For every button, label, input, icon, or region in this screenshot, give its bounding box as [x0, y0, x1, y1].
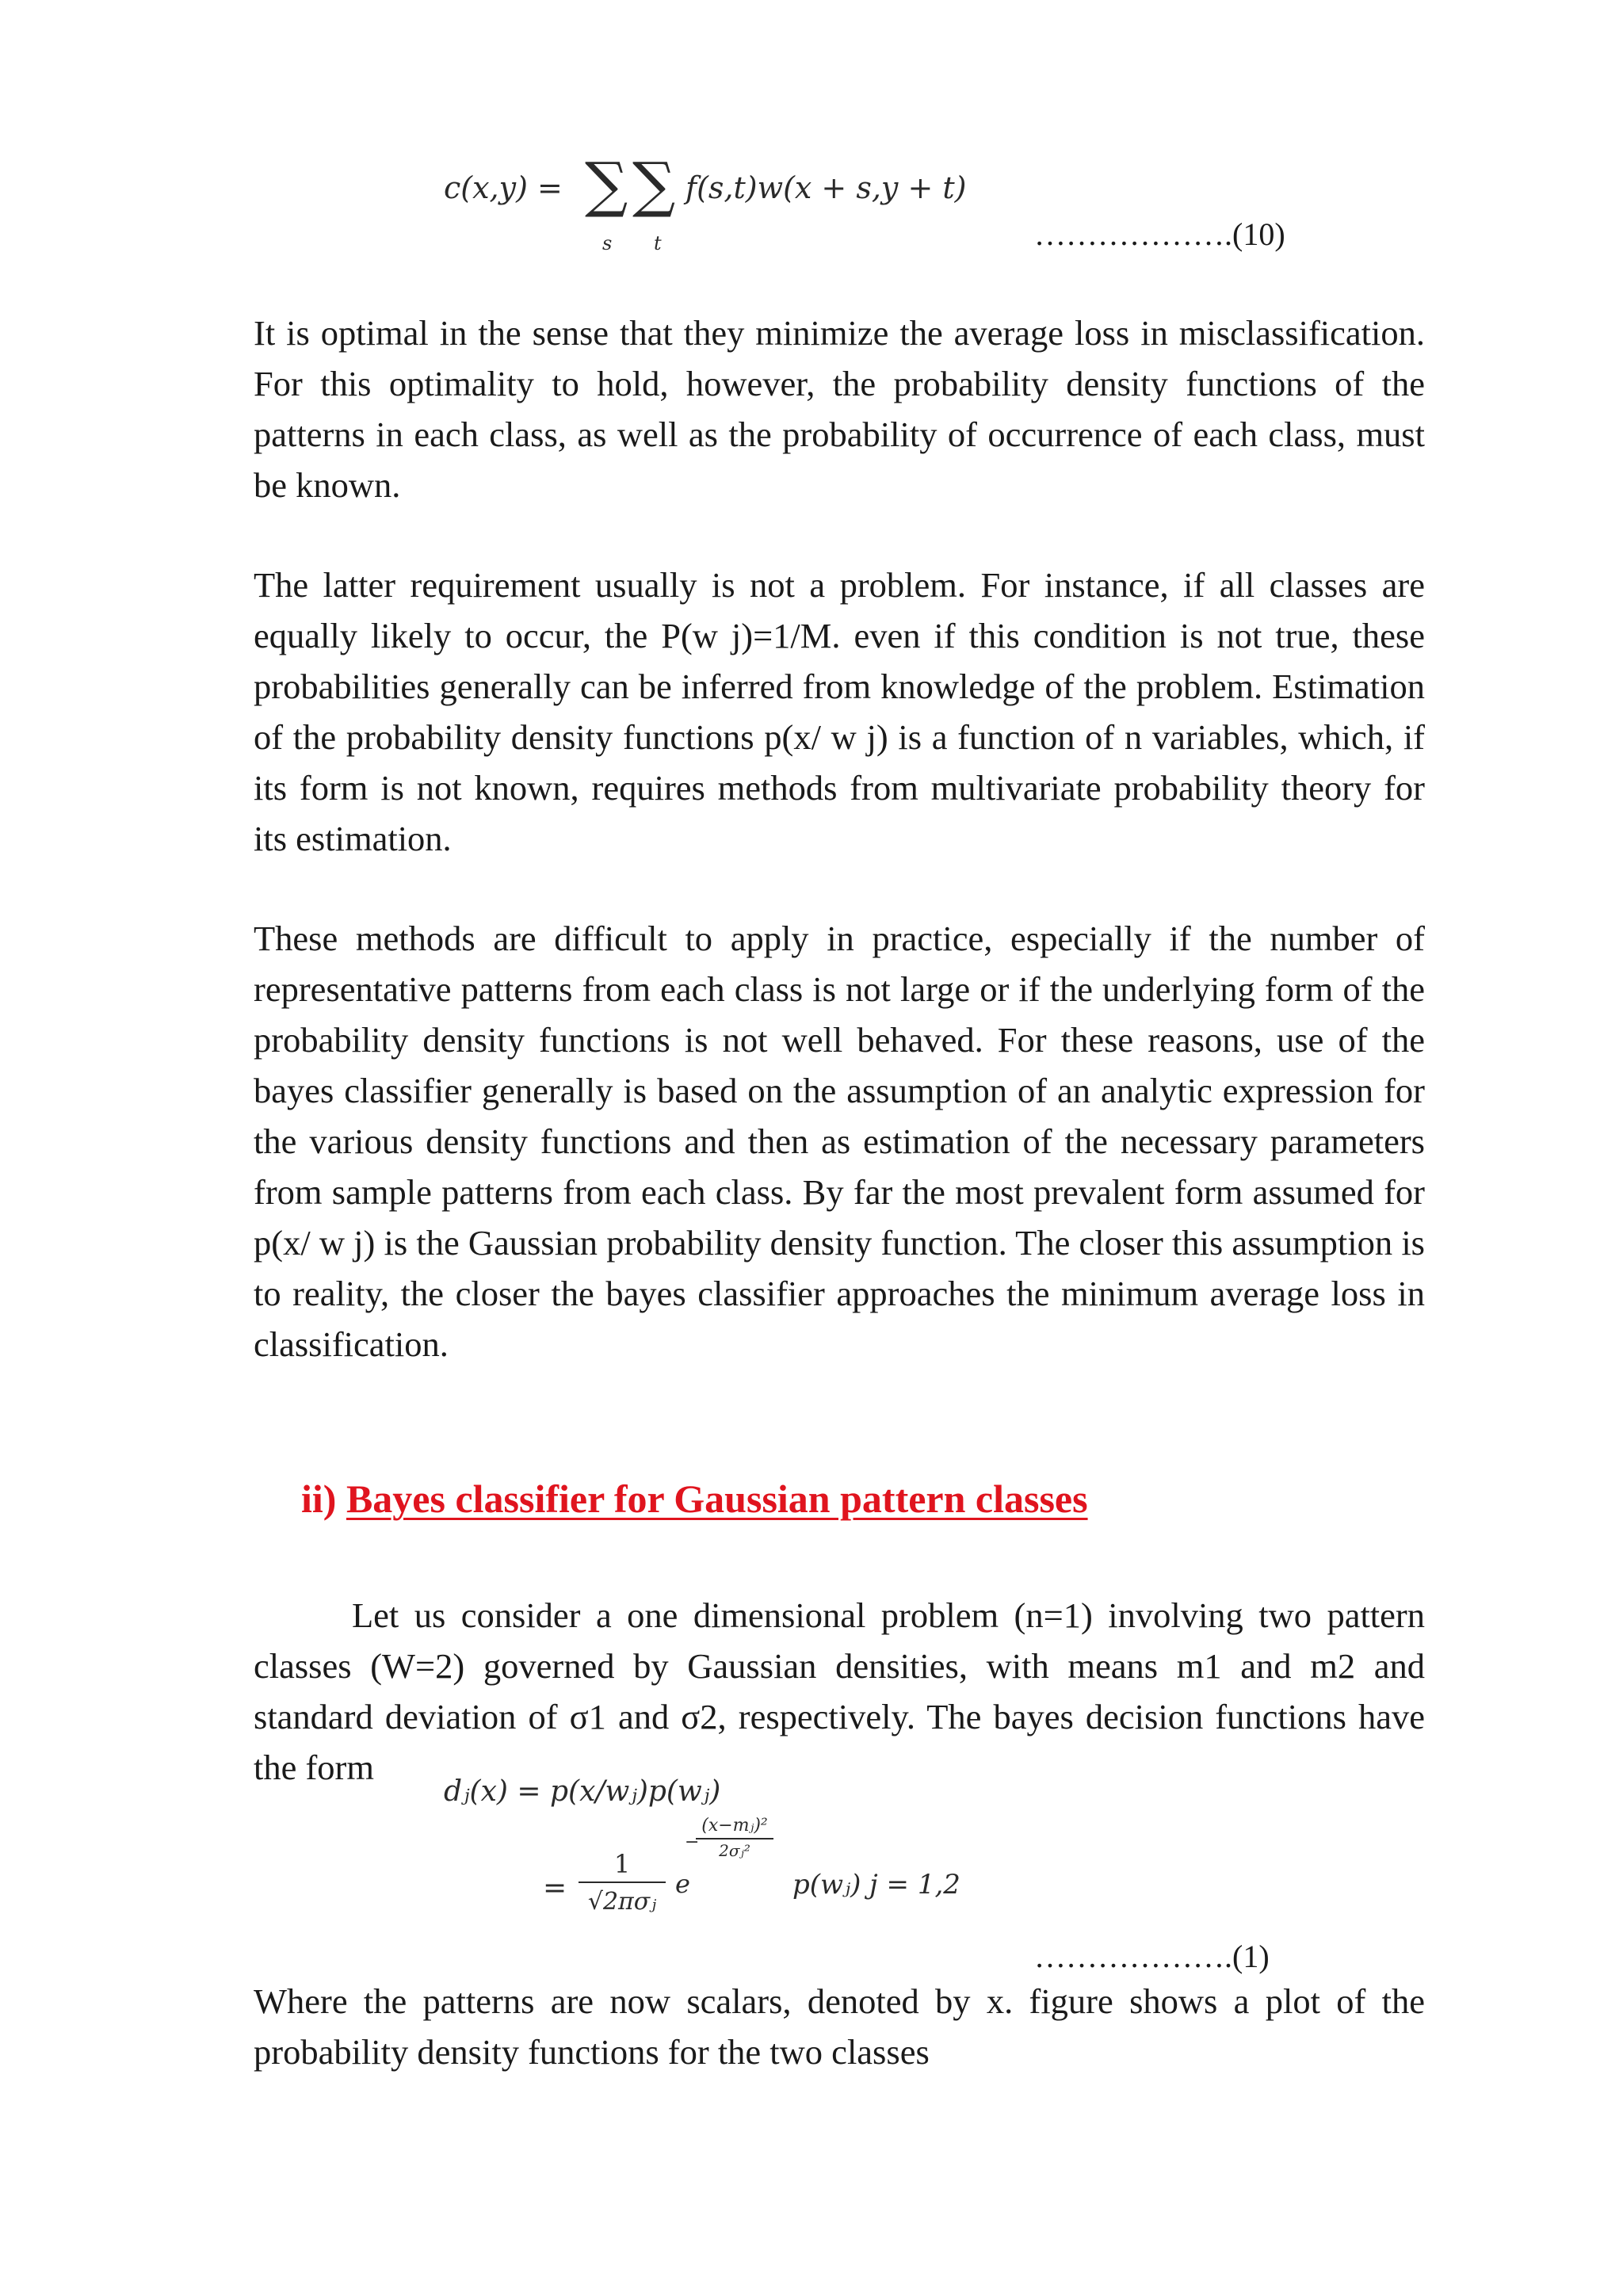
exponent-denominator: 2σⱼ²: [719, 1840, 750, 1860]
sum-symbol: ∑: [632, 149, 676, 220]
exponent-minus: −: [685, 1832, 700, 1852]
equation-line-1: dⱼ(x) = p(x/wⱼ)p(wⱼ): [444, 1775, 721, 1808]
equation-correlation: [444, 147, 999, 266]
section-heading: [301, 1476, 1088, 1522]
equation-number-10: ……………….(10): [1034, 216, 1285, 252]
equation-tail: p(wⱼ) j = 1,2: [792, 1869, 960, 1901]
exponent-numerator: (x−mⱼ)²: [701, 1816, 768, 1836]
paragraph-methods-difficult: These methods are difficult to apply in practice, especially if the number of representative patterns from each class is not large or if the underlying form of the probability density functions is not well behaved. For these reasons, use of the bayes classifier generally is based on the assumption of an analytic expression for the various density functions and then as estimation of the necessary parameters from sample patterns from each class. By far the most prevalent form assumed for p(x/ w j) is the Gaussian probability density function. The closer this assumption is to reality, the closer the bayes classifier approaches the minimum average loss in classification.: [254, 919, 1425, 1364]
fraction-denominator: √2πσⱼ: [587, 1888, 657, 1916]
equation-number-1: ……………….(1): [1034, 1939, 1270, 1974]
sum-index-t: t: [654, 232, 662, 254]
gaussian-fraction: [579, 1848, 666, 1920]
paragraph-scalars: Where the patterns are now scalars, denoted by x. figure shows a plot of the probability density functions for the two classes: [254, 1981, 1425, 2072]
heading-title: Bayes classifier for Gaussian pattern classes: [346, 1477, 1088, 1521]
paragraph-one-dimensional: Let us consider a one dimensional problem (n=1) involving two pattern classes (W=2) governed by Gaussian densities, with means m1 and m2 and standard deviation of σ1 and σ2, respectively. The bayes decision functions have the form: [254, 1595, 1425, 1787]
equation-lhs: c(x,y) =: [444, 170, 563, 205]
equation-rhs: f(s,t)w(x + s,y + t): [685, 170, 967, 205]
paragraph-latter-requirement: The latter requirement usually is not a problem. For instance, if all classes are equally likely to occur, the P(w j)=1/M. even if this condition is not true, these probabilities generally can be inferred from knowledge of the problem. Estimation of the probability density functions p(x/ w j) is a function of n variables, which, if its form is not known, requires methods from multivariate probability theory for its estimation.: [254, 565, 1425, 858]
equals-sign: =: [543, 1872, 567, 1904]
exponent-fraction: [685, 1815, 778, 1861]
heading-prefix: ii): [301, 1477, 346, 1521]
exponential-base: e: [675, 1869, 690, 1899]
fraction-numerator: 1: [613, 1849, 631, 1879]
paragraph-optimality: It is optimal in the sense that they minimize the average loss in misclassification. For this optimality to hold, however, the probability density functions of the patterns in each class, as well as the probability of occurrence of each class, must be known.: [254, 313, 1425, 505]
exponent-bar: [696, 1838, 773, 1839]
equation-decision-function: [444, 1775, 1046, 1958]
sum-symbol: ∑: [585, 149, 628, 220]
fraction-bar: [579, 1881, 666, 1883]
sum-index-s: s: [602, 232, 613, 254]
